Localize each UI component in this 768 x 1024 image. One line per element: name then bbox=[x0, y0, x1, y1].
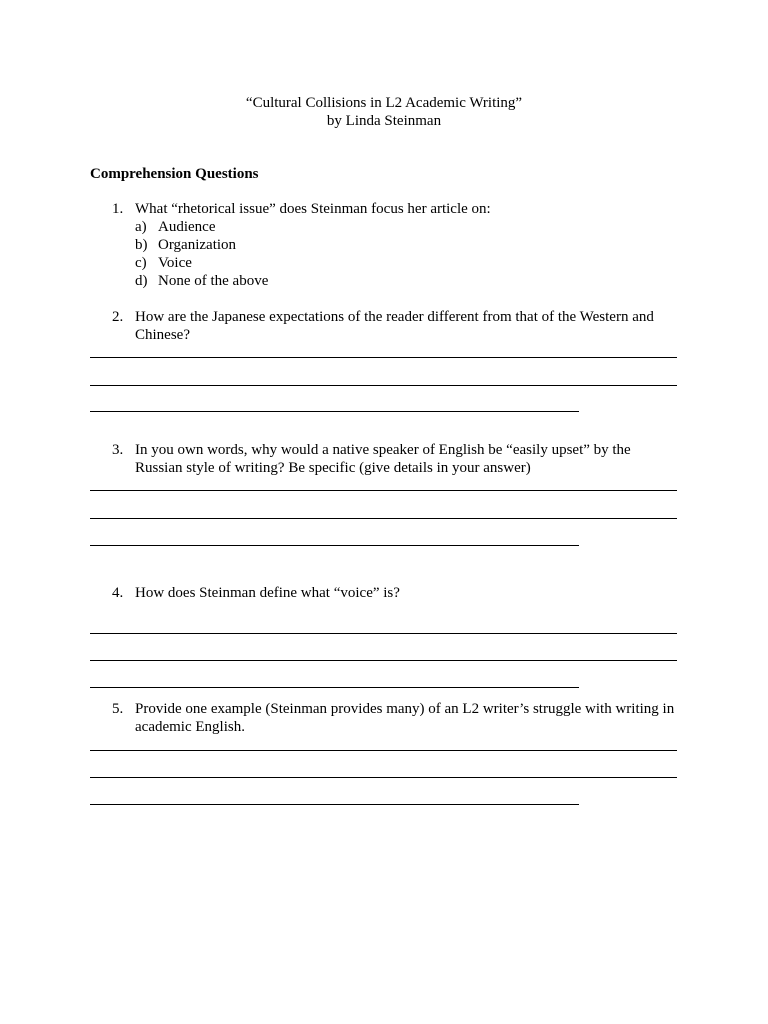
question-text-line: In you own words, why would a native speaker of English be “easily upset” by the bbox=[135, 442, 631, 458]
question-text bbox=[135, 308, 680, 344]
question-text-line: academic English. bbox=[135, 719, 245, 735]
question-number: 5. bbox=[112, 701, 124, 717]
option-a[interactable] bbox=[135, 218, 215, 236]
question-text-line: Russian style of writing? Be specific (give details in your answer) bbox=[135, 460, 531, 476]
option-text: None of the above bbox=[158, 273, 269, 289]
option-letter: a) bbox=[135, 219, 147, 235]
option-text: Audience bbox=[158, 219, 216, 235]
answer-line-5-1[interactable] bbox=[90, 750, 677, 751]
question-text-line: Chinese? bbox=[135, 327, 190, 343]
question-text-line: How are the Japanese expectations of the reader different from that of the Western and bbox=[135, 309, 654, 325]
answer-line-3-2[interactable] bbox=[90, 518, 677, 519]
option-letter: b) bbox=[135, 237, 148, 253]
question-text-line: Provide one example (Steinman provides many) of an L2 writer’s struggle with writing in bbox=[135, 701, 675, 717]
answer-line-5-2[interactable] bbox=[90, 777, 677, 778]
answer-line-5-3[interactable] bbox=[90, 804, 579, 805]
answer-line-4-2[interactable] bbox=[90, 660, 677, 661]
option-letter: d) bbox=[135, 273, 148, 289]
question-text bbox=[135, 441, 680, 477]
answer-line-4-3[interactable] bbox=[90, 687, 579, 688]
document-byline: by Linda Steinman bbox=[326, 113, 442, 129]
question-text: How does Steinman define what “voice” is? bbox=[135, 585, 400, 601]
question-number: 4. bbox=[112, 585, 124, 601]
question-number: 3. bbox=[112, 442, 124, 458]
option-letter: c) bbox=[135, 255, 147, 271]
option-text: Voice bbox=[158, 255, 192, 271]
answer-line-4-1[interactable] bbox=[90, 633, 677, 634]
option-c[interactable] bbox=[135, 254, 192, 272]
section-heading: Comprehension Questions bbox=[90, 166, 259, 182]
question-text: What “rhetorical issue” does Steinman focus her article on: bbox=[135, 201, 491, 217]
document-title: “Cultural Collisions in L2 Academic Writing” bbox=[245, 95, 523, 111]
answer-line-2-1[interactable] bbox=[90, 357, 677, 358]
question-number: 2. bbox=[112, 309, 124, 325]
option-d[interactable] bbox=[135, 272, 268, 290]
question-number: 1. bbox=[112, 201, 124, 217]
title-block bbox=[0, 94, 768, 130]
option-b[interactable] bbox=[135, 236, 236, 254]
option-text: Organization bbox=[158, 237, 237, 253]
answer-line-3-1[interactable] bbox=[90, 490, 677, 491]
answer-line-2-2[interactable] bbox=[90, 385, 677, 386]
answer-line-3-3[interactable] bbox=[90, 545, 579, 546]
answer-line-2-3[interactable] bbox=[90, 411, 579, 412]
question-text bbox=[135, 700, 680, 736]
